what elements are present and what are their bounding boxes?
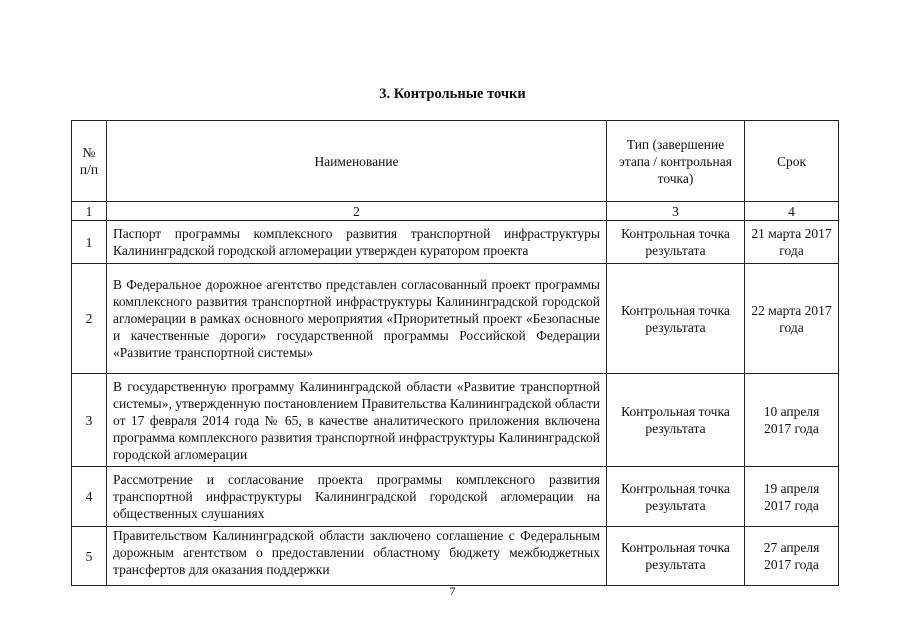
row-term: 10 апреля 2017 года [745,374,839,467]
row-num: 2 [72,264,107,374]
column-numbers-row [72,202,839,221]
column-number: 3 [607,202,745,221]
row-num: 3 [72,374,107,467]
row-term: 27 апреля 2017 года [745,527,839,586]
table-row [72,221,839,264]
row-name: В Федеральное дорожное агентство представлен согласованный проект программы комплексного развития транспортной инфраструктуры Калининградской городской агломерации в рамках основного мероприятия «Приоритетный проект «Безопасные и качественные дороги» государственной программы Российской Федерации «Развитие транспортной системы» [107,264,607,374]
table-header-row [72,121,839,202]
row-term: 19 апреля 2017 года [745,467,839,527]
control-points-table [71,120,839,586]
header-type: Тип (завершение этапа / контрольная точка) [607,121,745,202]
page-number: 7 [449,584,456,598]
header-term: Срок [745,121,839,202]
table-row [72,374,839,467]
header-num: № п/п [72,121,107,202]
header-name: Наименование [107,121,607,202]
row-name: Рассмотрение и согласование проекта программы комплексного развития транспортной инфраструктуры Калининградской городской агломерации на общественных слушаниях [107,467,607,527]
row-name: Паспорт программы комплексного развития транспортной инфраструктуры Калининградской городской агломерации утвержден куратором проекта [107,221,607,264]
column-number: 2 [107,202,607,221]
row-type: Контрольная точка результата [607,527,745,586]
row-name: Правительством Калининградской области заключено соглашение с Федеральным дорожным агентством о предоставлении областному бюджету межбюджетных трансфертов для оказания поддержки [107,527,607,586]
table-row [72,264,839,374]
column-number: 1 [72,202,107,221]
table-row [72,467,839,527]
row-num: 5 [72,527,107,586]
row-term: 21 марта 2017 года [745,221,839,264]
row-name: В государственную программу Калининградской области «Развитие транспортной системы», утвержденную постановлением Правительства Калининградской области от 17 февраля 2014 года № 65, в качестве аналитического приложения включена программа комплексного развития транспортной инфраструктуры Калининградской городской агломерации [107,374,607,467]
section-title: 3. Контрольные точки [379,86,526,102]
row-type: Контрольная точка результата [607,221,745,264]
table-row [72,527,839,586]
row-term: 22 марта 2017 года [745,264,839,374]
row-type: Контрольная точка результата [607,374,745,467]
column-number: 4 [745,202,839,221]
row-num: 1 [72,221,107,264]
row-type: Контрольная точка результата [607,264,745,374]
row-num: 4 [72,467,107,527]
row-type: Контрольная точка результата [607,467,745,527]
